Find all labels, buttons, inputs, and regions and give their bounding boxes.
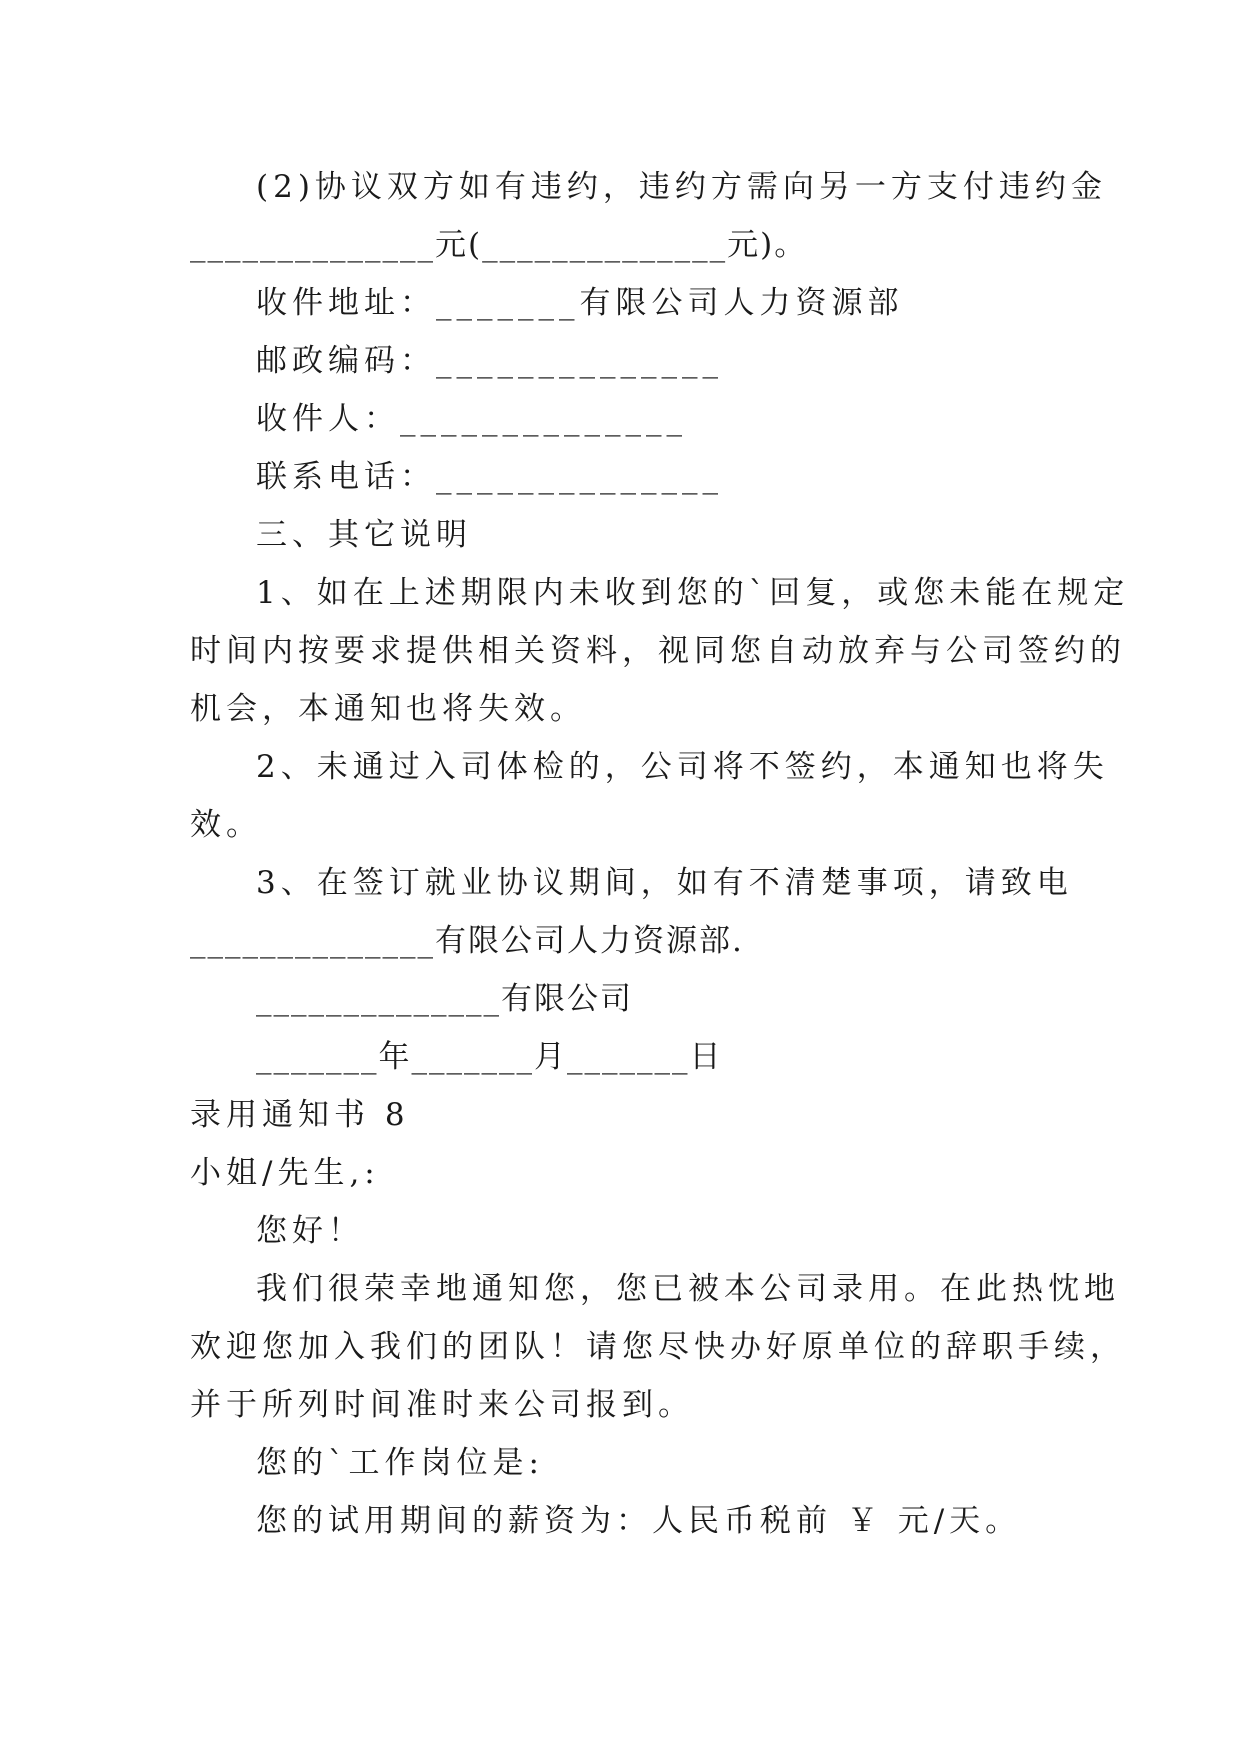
text-line: 3、在签订就业协议期间，如有不清楚事项，请致电	[256, 865, 1073, 901]
text-line: 并于所列时间准时来公司报到。	[190, 1387, 694, 1423]
date-line: _______年_______月_______日	[256, 1039, 723, 1075]
text-line: 机会，本通知也将失效。	[190, 691, 586, 727]
greeting: 您好！	[256, 1213, 364, 1249]
text-line: (2)协议双方如有违约，违约方需向另一方支付违约金	[256, 169, 1107, 205]
text-line: ______________有限公司人力资源部.	[190, 923, 744, 959]
text-line: 欢迎您加入我们的团队！请您尽快办好原单位的辞职手续，	[190, 1329, 1126, 1365]
salutation: 小姐/先生,:	[190, 1155, 380, 1191]
text-line: 收件地址：_______有限公司人力资源部	[256, 285, 904, 321]
text-line: 效。	[190, 807, 262, 843]
document-title: 录用通知书 8	[190, 1097, 410, 1133]
text-line: 2、未通过入司体检的，公司将不签约，本通知也将失	[256, 749, 1109, 785]
text-line: 1、如在上述期限内未收到您的`回复，或您未能在规定	[256, 575, 1130, 611]
text-line: 您的试用期间的薪资为：人民币税前 ￥ 元/天。	[256, 1503, 1022, 1539]
section-heading: 三、其它说明	[256, 517, 472, 553]
text-line: 时间内按要求提供相关资料，视同您自动放弃与公司签约的	[190, 633, 1126, 669]
text-line: 我们很荣幸地通知您，您已被本公司录用。在此热忱地	[256, 1271, 1120, 1307]
signature-company-line: ______________有限公司	[256, 981, 633, 1017]
text-line: 联系电话：______________	[256, 459, 723, 495]
text-line: 您的`工作岗位是:	[256, 1445, 544, 1481]
text-line: 收件人：______________	[256, 401, 687, 437]
text-line: ______________元(______________元)。	[190, 227, 808, 263]
text-line: 邮政编码：______________	[256, 343, 723, 379]
